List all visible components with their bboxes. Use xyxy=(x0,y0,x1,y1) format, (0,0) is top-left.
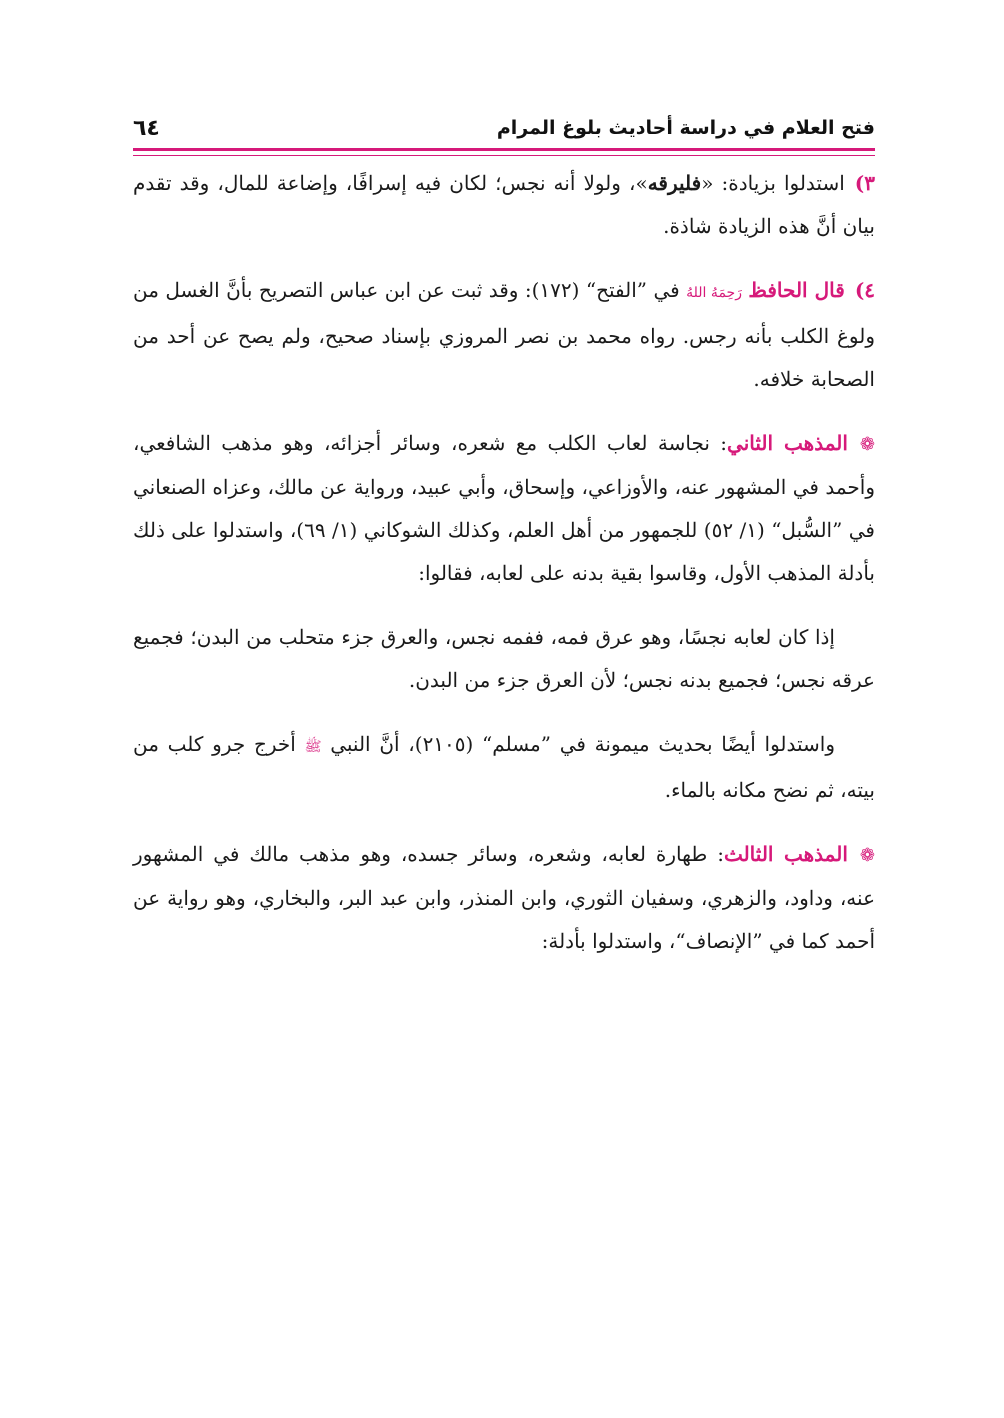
text: إذا كان لعابه نجسًا، وهو عرق فمه، ففمه نجس، والعرق جزء متحلب من البدن؛ فجميع عرقه نجس؛ فجميع بدنه نجس؛ لأن العرق جزء من البدن. xyxy=(133,625,875,692)
text: : طهارة لعابه، وشعره، وسائر جسده، وهو مذهب مالك في المشهور عنه، وداود، والزهري، وسفيان الثوري، وابن المنذر، وابن عبد البر، والبخاري، وهو رواية عن أحمد كما في ”الإنصاف“، واستدلوا بأدلة: xyxy=(133,842,875,953)
point-3 xyxy=(133,162,875,248)
speaker: قال الحافظ xyxy=(748,278,845,302)
third-madhhab xyxy=(133,833,875,963)
section-heading: المذهب الثالث xyxy=(723,842,848,866)
text: »، ولولا أنه نجس؛ لكان فيه إسرافًا، وإضاعة للمال، وقد تقدم بيان أنَّ هذه الزيادة شاذة. xyxy=(133,171,875,238)
honorific: رَحِمَهُ اللهُ xyxy=(686,285,742,301)
salawat-icon: ﷺ xyxy=(304,739,322,755)
text: أخرج جرو كلب من بيته، ثم نضح مكانه بالماء. xyxy=(133,732,875,802)
text: استدلوا بزيادة: « xyxy=(701,171,845,195)
quoted-word: فليرقه xyxy=(647,171,702,195)
maimuna-hadith xyxy=(133,723,875,812)
argument-paragraph xyxy=(133,616,875,702)
header-rule-thin xyxy=(133,155,875,156)
point-number: ٣) xyxy=(854,171,875,195)
running-header xyxy=(133,110,875,146)
section-heading: المذهب الثاني xyxy=(727,431,848,455)
book-title: فتح العلام في دراسة أحاديث بلوغ المرام xyxy=(496,117,875,139)
text: واستدلوا أيضًا بحديث ميمونة في ”مسلم“ (٢١٠٥)، أنَّ النبي xyxy=(330,732,836,756)
point-4 xyxy=(133,269,875,401)
second-madhhab xyxy=(133,422,875,595)
point-number: ٤) xyxy=(854,278,876,302)
flower-icon: ❁ xyxy=(859,434,876,455)
header-rule-thick xyxy=(133,148,875,151)
page-number: ٦٤ xyxy=(133,115,160,141)
text: في ”الفتح“ (١٧٢): وقد ثبت عن ابن عباس التصريح بأنَّ الغسل من ولوغ الكلب بأنه رجس. رواه محمد بن نصر المروزي بإسناد صحيح، ولم يصح عن أحد من الصحابة خلافه. xyxy=(133,278,875,391)
flower-icon: ❁ xyxy=(859,845,875,866)
text: : نجاسة لعاب الكلب مع شعره، وسائر أجزائه، وهو مذهب الشافعي، وأحمد في المشهور عنه، والأوزاعي، وإسحاق، وأبي عبيد، ورواية عن مالك، وعزاه الصنعاني في ”السُّبل“ (١/ ٥٢) للجمهور من أهل العلم، وكذلك الشوكاني (١/ ٦٩)، واستدلوا على ذلك بأدلة المذهب الأول، وقاسوا بقية بدنه على لعابه، فقالوا: xyxy=(133,431,875,585)
page-body xyxy=(133,162,875,963)
